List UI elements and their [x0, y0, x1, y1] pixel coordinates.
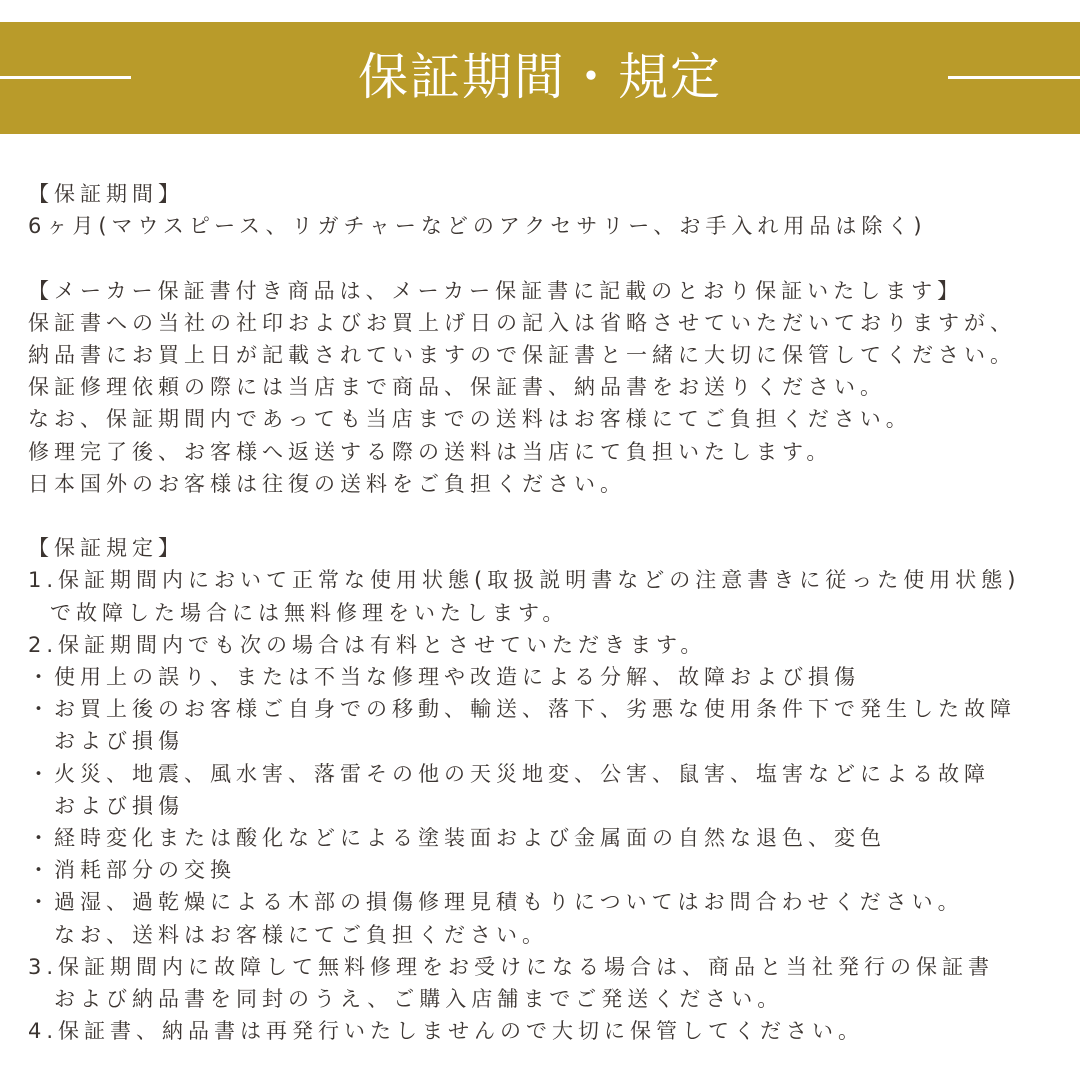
rule-line: および損傷 [54, 793, 184, 818]
blank-line [28, 242, 1068, 274]
rule-line: および納品書を同封のうえ、ご購入店舗までご発送ください。 [54, 987, 784, 1012]
maker-line: 保証修理依頼の際には当店まで商品、保証書、納品書をお送りください。 [28, 375, 886, 400]
maker-line: 保証書への当社の社印およびお買上げ日の記入は省略させていただいておりますが、 [28, 310, 1016, 335]
rule-line: 1.保証期間内において正常な使用状態(取扱説明書などの注意書きに従った使用状態) [28, 568, 1021, 593]
rule-bullet: ・使用上の誤り、または不当な修理や改造による分解、故障および損傷 [28, 665, 860, 690]
rule-line: なお、送料はお客様にてご負担ください。 [54, 922, 548, 947]
rule-line: 2.保証期間内でも次の場合は有料とさせていただきます。 [28, 632, 707, 657]
rule-bullet: ・過湿、過乾燥による木部の損傷修理見積もりについてはお問合わせください。 [28, 890, 964, 915]
blank-line [28, 500, 1068, 532]
period-text: 6ヶ月(マウスピース、リガチャーなどのアクセサリー、お手入れ用品は除く) [28, 214, 927, 239]
rules-heading: 【保証規定】 [28, 536, 184, 561]
period-heading: 【保証期間】 [28, 182, 184, 206]
maker-heading: 【メーカー保証書付き商品は、メーカー保証書に記載のとおり保証いたします】 [28, 278, 964, 303]
rule-line: および損傷 [54, 729, 184, 754]
rule-line: 4.保証書、納品書は再発行いたしませんので大切に保管してください。 [28, 1019, 865, 1044]
maker-line: なお、保証期間内であっても当店までの送料はお客様にてご負担ください。 [28, 407, 912, 432]
maker-line: 日本国外のお客様は往復の送料をご負担ください。 [28, 471, 626, 496]
page-title: 保証期間・規定 [358, 48, 722, 106]
header-banner [0, 22, 1080, 134]
rule-bullet: ・経時変化または酸化などによる塗装面および金属面の自然な退色、変色 [28, 826, 886, 851]
warranty-content [28, 178, 1068, 1047]
rule-bullet: ・火災、地震、風水害、落雷その他の天災地変、公害、鼠害、塩害などによる故障 [28, 761, 990, 786]
rule-bullet: ・消耗部分の交換 [28, 858, 236, 883]
maker-line: 修理完了後、お客様へ返送する際の送料は当店にて負担いたします。 [28, 439, 833, 464]
rule-line: 3.保証期間内に故障して無料修理をお受けになる場合は、商品と当社発行の保証書 [28, 954, 995, 979]
maker-line: 納品書にお買上日が記載されていますので保証書と一緒に大切に保管してください。 [28, 343, 1016, 367]
rule-bullet: ・お買上後のお客様ご自身での移動、輸送、落下、劣悪な使用条件下で発生した故障 [28, 697, 1016, 722]
rule-line: で故障した場合には無料修理をいたします。 [50, 600, 569, 625]
